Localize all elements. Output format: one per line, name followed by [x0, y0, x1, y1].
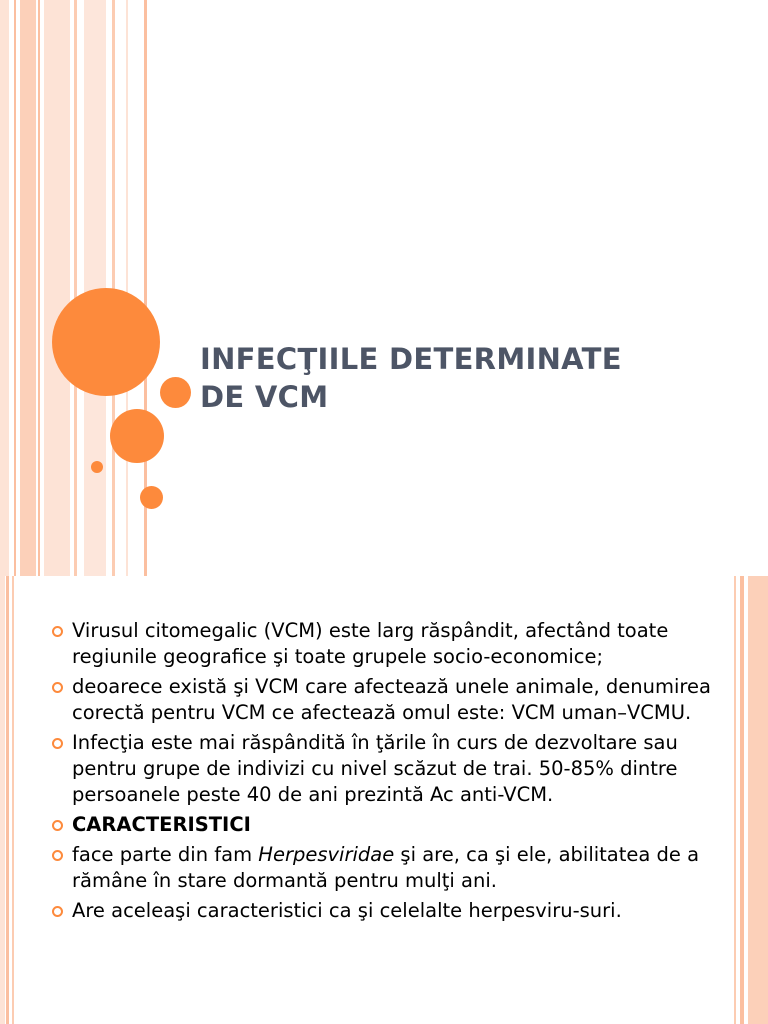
decor-stripe	[38, 0, 40, 576]
decor-stripe	[6, 576, 9, 1024]
decor-circle-large	[52, 288, 160, 396]
content-slide	[0, 576, 768, 1024]
list-item	[52, 842, 742, 894]
decor-stripe	[44, 0, 70, 576]
decor-circle-tiny	[91, 461, 103, 473]
list-item	[52, 730, 742, 808]
bullet-text-italic: Herpesviridae	[258, 843, 395, 866]
decor-stripe	[748, 576, 768, 1024]
decor-stripe	[20, 0, 36, 576]
title-line: DE VCM	[200, 380, 329, 414]
decor-stripe	[14, 0, 16, 576]
decor-circle-small	[140, 486, 163, 509]
decor-stripe	[0, 576, 5, 1024]
list-item-heading	[52, 812, 742, 838]
bullet-icon	[52, 682, 63, 693]
bullet-text-after: şi are, ca şi ele, abilitatea de a rămâne în stare dormantă pentru mulţi ani.	[72, 843, 700, 892]
bullet-icon	[52, 738, 63, 749]
decor-stripe	[12, 576, 14, 1024]
slide-title	[200, 340, 740, 416]
bullet-icon	[52, 820, 63, 831]
bullet-text: Virusul citomegalic (VCM) este larg răspândit, afectând toate regiunile geografice şi toate grupele socio-economice;	[72, 619, 669, 668]
decor-stripe	[0, 0, 9, 576]
bullet-text: Infecţia este mai răspândită în ţările în curs de dezvoltare sau pentru grupe de indivizi cu nivel scăzut de trai. 50-85% dintre persoanele peste 40 de ani prezintă Ac anti-VCM.	[72, 731, 678, 806]
bullet-text: CARACTERISTICI	[72, 813, 251, 836]
title-line: INFECŢIILE DETERMINATE	[200, 342, 622, 376]
bullet-text: deoarece există şi VCM care afectează unele animale, denumirea corectă pentru VCM ce afectează omul este: VCM uman–VCMU.	[72, 675, 711, 724]
bullet-text-before: face parte din fam	[72, 843, 259, 866]
bullet-icon	[52, 850, 63, 861]
decor-stripe	[126, 0, 128, 576]
list-item	[52, 674, 742, 726]
list-item	[52, 898, 742, 924]
bullet-list	[52, 618, 742, 928]
list-item	[52, 618, 742, 670]
bullet-icon	[52, 626, 63, 637]
bullet-icon	[52, 906, 63, 917]
decor-circle-medium	[110, 409, 164, 463]
bullet-text: Are aceleaşi caracteristici ca şi celelalte herpesviru-suri.	[72, 899, 622, 922]
decor-stripe	[74, 0, 77, 576]
decor-circle-small	[160, 377, 191, 408]
